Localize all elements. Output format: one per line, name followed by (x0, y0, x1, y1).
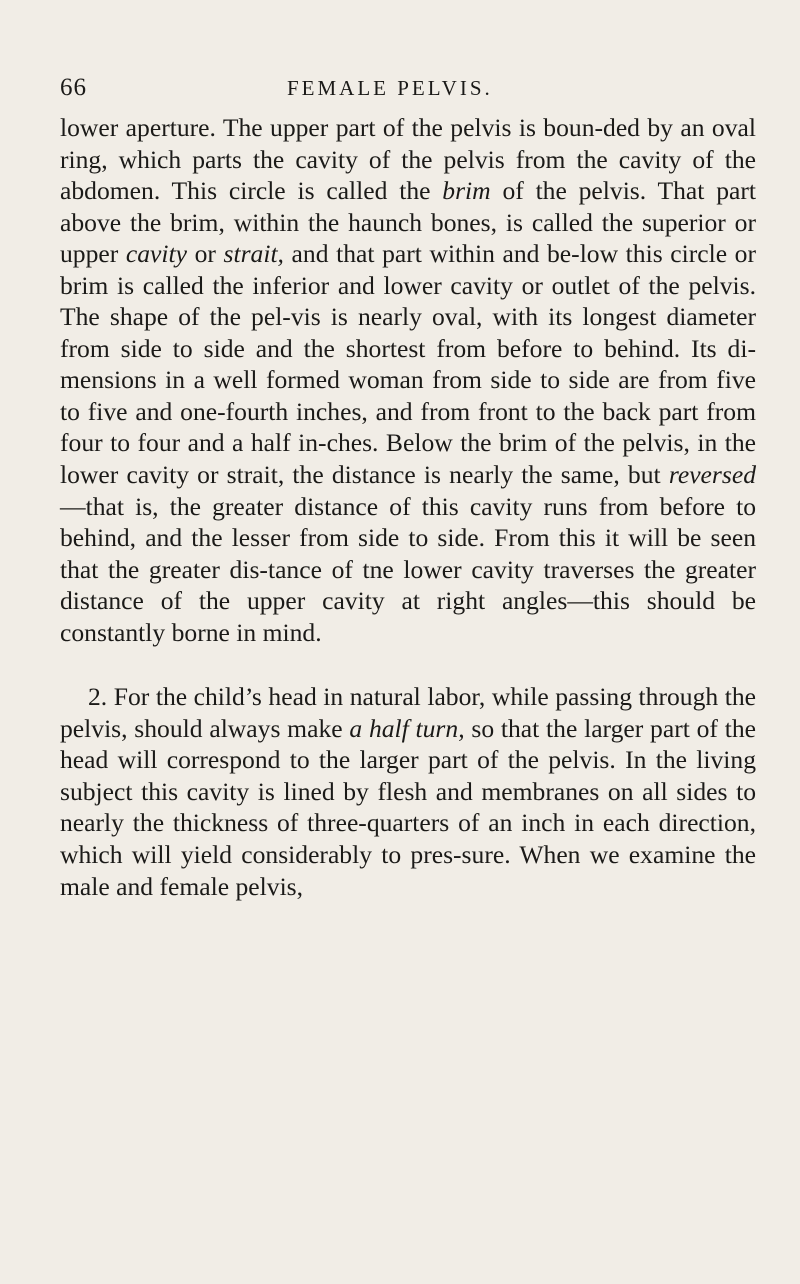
text-span: so that the larger part of the head will correspond to the larger part of the pelvis. In the living subject this cavity is lined by flesh and membranes on all sides to nearly the thickness of three-quarters of an inch in each direction, which will yield considerably to pres-sure. When we examine the male and female pelvis, (60, 713, 756, 901)
body-text (60, 112, 756, 902)
running-head (0, 74, 800, 110)
paragraph-numbered-2 (60, 681, 756, 902)
italic-term-cavity: cavity (125, 239, 187, 269)
italic-term-brim: brim (442, 176, 491, 206)
running-title: FEMALE PELVIS. (287, 76, 493, 100)
text-span: of the pelvis. That part above the brim, within the haunch bones, is called the superior or upper (60, 176, 756, 269)
italic-term-reversed: reversed (668, 460, 756, 490)
text-span: lower aperture. The upper part of the pelvis is boun-ded by an oval ring, which parts the cavity of the pelvis from the cavity of the abdomen. This circle is called the (60, 113, 756, 206)
page-number: 66 (60, 74, 87, 101)
text-span: —that is, the greater distance of this cavity runs from before to behind, and the lesser from side to side. From this it will be seen that the greater dis-tance of tne lower cavity traverses the greater distance of the upper cavity at right angles—this should be constantly borne in mind. (60, 491, 756, 647)
paragraph-pelvis-description (60, 112, 756, 648)
italic-term-half-turn: a half turn, (349, 713, 465, 743)
text-span: or (186, 239, 224, 269)
italic-term-strait: strait, (223, 239, 284, 269)
text-span: and that part within and be-low this circle or brim is called the inferior and lower cavity or outlet of the pelvis. The shape of the pel-vis is nearly oval, with its longest diameter from side to side and the shortest from before to behind. Its di-mensions in a well formed woman from side to side are from five to five and one-fourth inches, and from front to the back part from four to four and a half in-ches. Below the brim of the pelvis, in the lower cavity or strait, the distance is nearly the same, but (60, 239, 756, 490)
text-span: 2. For the child’s head in natural labor, while passing through the pelvis, should always make (60, 682, 756, 743)
